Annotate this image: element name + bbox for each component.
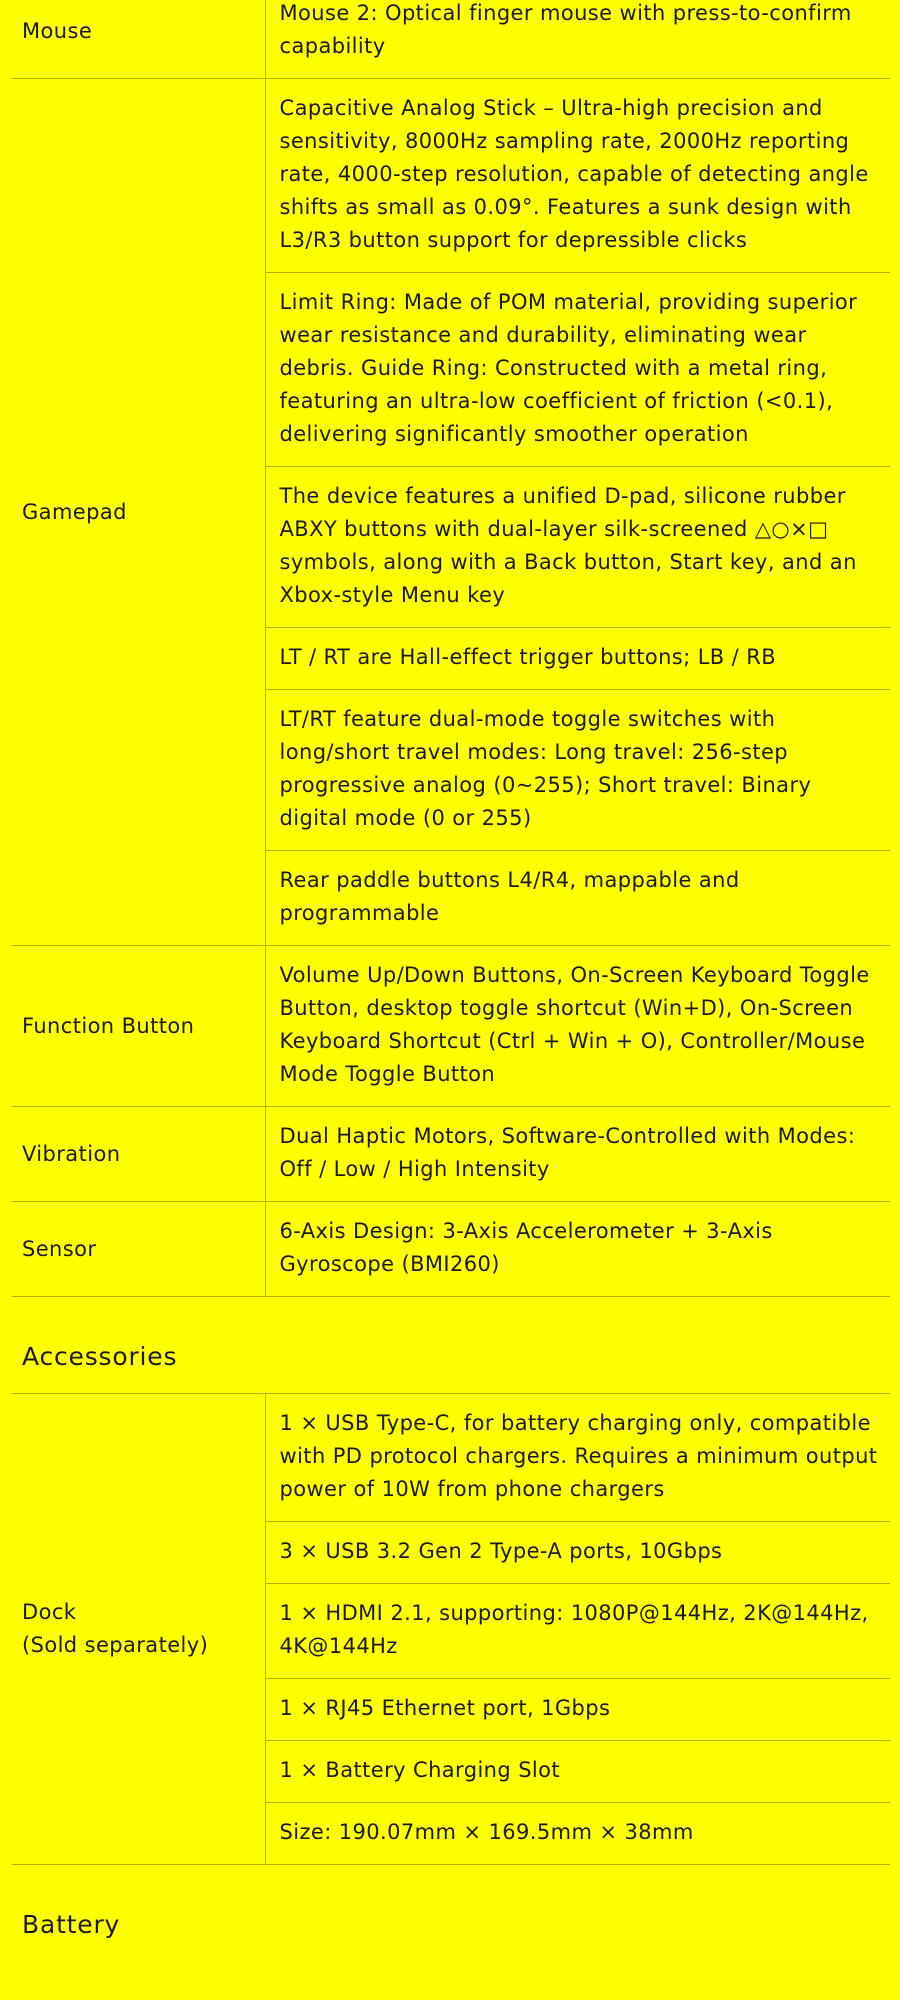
spec-label-dock: [12, 1394, 265, 1865]
table-row: [12, 946, 890, 1107]
spec-value: LT / RT are Hall-effect trigger buttons; LB / RB: [265, 628, 890, 690]
spec-value: The device features a unified D-pad, silicone rubber ABXY buttons with dual-layer silk-screened △○×□ symbols, along with a Back button, Start key, and an Xbox-style Menu key: [265, 467, 890, 628]
table-row: [12, 1107, 890, 1202]
spec-label-sensor: Sensor: [12, 1202, 265, 1297]
spec-page: [12, 0, 890, 1961]
dock-label: Dock: [22, 1600, 77, 1624]
spec-label-function-button: Function Button: [12, 946, 265, 1107]
spec-label-gamepad: Gamepad: [12, 79, 265, 946]
table-row: [12, 1394, 890, 1522]
section-title-accessories: Accessories: [22, 1342, 178, 1371]
spec-value: 6-Axis Design: 3-Axis Accelerometer + 3-Axis Gyroscope (BMI260): [265, 1202, 890, 1297]
spec-value: 1 × USB Type-C, for battery charging only, compatible with PD protocol chargers. Requires a minimum output power of 10W from phone chargers: [265, 1394, 890, 1522]
section-title-battery: Battery: [22, 1910, 121, 1939]
spec-value: 1 × Battery Charging Slot: [265, 1741, 890, 1803]
spec-label-vibration: Vibration: [12, 1107, 265, 1202]
table-row: [12, 1202, 890, 1297]
spec-value: 1 × RJ45 Ethernet port, 1Gbps: [265, 1679, 890, 1741]
spec-label-mouse: Mouse: [12, 0, 265, 79]
table-row: [12, 0, 890, 79]
spec-value: 1 × HDMI 2.1, supporting: 1080P@144Hz, 2K@144Hz, 4K@144Hz: [265, 1584, 890, 1679]
spec-value: 3 × USB 3.2 Gen 2 Type-A ports, 10Gbps: [265, 1522, 890, 1584]
spec-value: Capacitive Analog Stick – Ultra-high precision and sensitivity, 8000Hz sampling rate, 2000Hz reporting rate, 4000-step resolution, capable of detecting angle shifts as small as 0.09°. Features a sunk design with L3/R3 button support for depressible clicks: [265, 79, 890, 273]
spec-value: Volume Up/Down Buttons, On-Screen Keyboard Toggle Button, desktop toggle shortcut (Win+D), On-Screen Keyboard Shortcut (Ctrl + Win + O), Controller/Mouse Mode Toggle Button: [265, 946, 890, 1107]
table-row: [12, 79, 890, 273]
spec-table-accessories: [12, 1393, 890, 1865]
spec-value: Rear paddle buttons L4/R4, mappable and programmable: [265, 851, 890, 946]
dock-label-note: (Sold separately): [22, 1633, 209, 1657]
spec-value: Size: 190.07mm × 169.5mm × 38mm: [265, 1803, 890, 1865]
spec-table-main: [12, 0, 890, 1297]
spec-value: Dual Haptic Motors, Software-Controlled with Modes: Off / Low / High Intensity: [265, 1107, 890, 1202]
spec-value: Limit Ring: Made of POM material, providing superior wear resistance and durability, eliminating wear debris. Guide Ring: Constructed with a metal ring, featuring an ultra-low coefficient of friction (<0.1), delivering significantly smoother operation: [265, 273, 890, 467]
spec-value: LT/RT feature dual-mode toggle switches with long/short travel modes: Long travel: 256-step progressive analog (0~255); Short travel: Binary digital mode (0 or 255): [265, 690, 890, 851]
spec-value: Mouse 2: Optical finger mouse with press-to-confirm capability: [265, 0, 890, 79]
